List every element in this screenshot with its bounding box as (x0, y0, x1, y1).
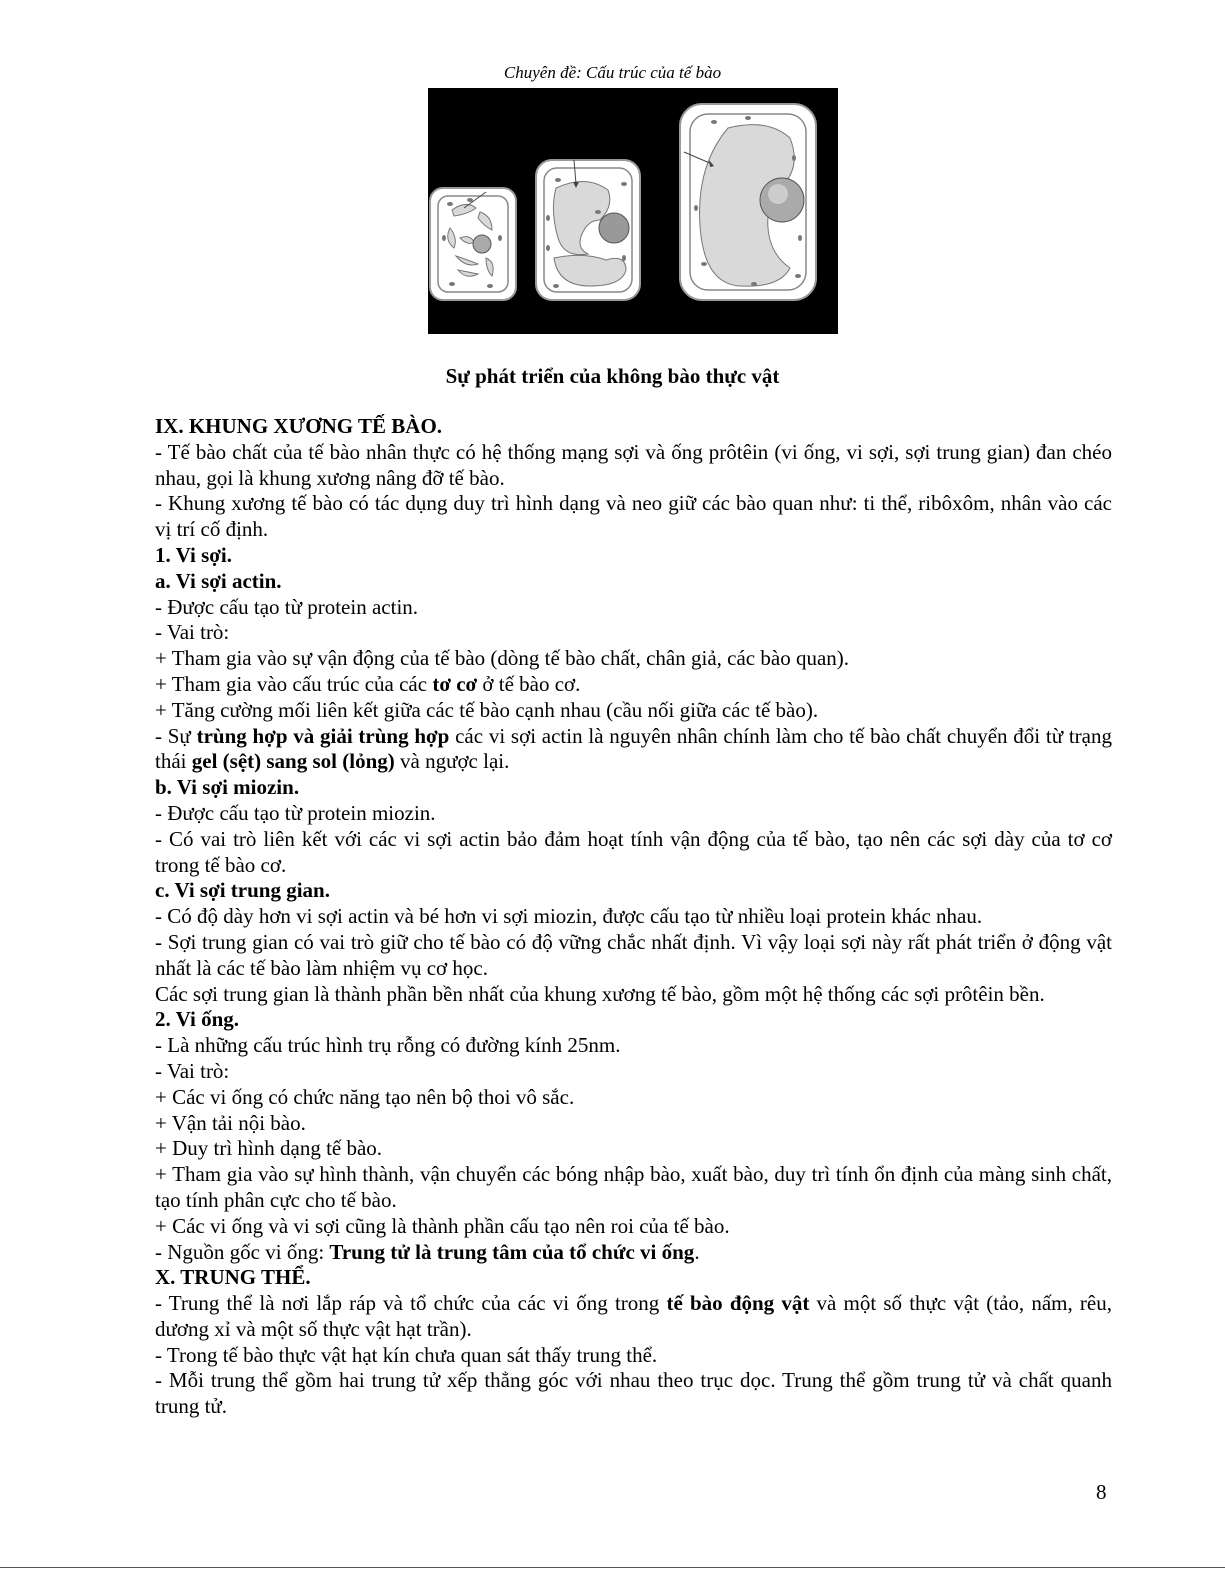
figure-caption: Sự phát triển của không bào thực vật (445, 364, 780, 388)
paragraph (155, 1343, 1112, 1369)
cell-small (430, 188, 516, 300)
text-run: - Nguồn gốc vi ống: (155, 1239, 330, 1264)
bold-text: gel (sệt) sang sol (lỏng) (191, 749, 395, 774)
paragraph (155, 440, 1112, 492)
paragraph (155, 1085, 1112, 1111)
text-run: và một số thực vật (tảo, nấm, rêu, dương xỉ và một số thực vật hạt trần). (155, 1291, 1112, 1341)
text-run: - Được cấu tạo từ protein actin. (155, 594, 419, 619)
text-run: - Khung xương tế bào có tác dụng duy trì hình dạng và neo giữ các bào quan như: ti thể, ribôxôm, nhân vào các vị trí cố định. (155, 491, 1112, 542)
bold-text: Trung tử là trung tâm của tổ chức vi ống (329, 1239, 695, 1264)
text-run: 2. Vi ống. (155, 1007, 240, 1032)
paragraph (155, 1240, 1112, 1266)
paragraph (155, 620, 1112, 646)
bold-text: tơ cơ (432, 671, 478, 696)
text-run: + Các vi ống và vi sợi cũng là thành phần cấu tạo nên roi của tế bào. (155, 1213, 730, 1238)
text-run: + Tham gia vào sự vận động của tế bào (dòng tế bào chất, chân giả, các bào quan). (155, 646, 850, 671)
section-heading (155, 1265, 1112, 1291)
text-run: - Sợi trung gian có vai trò giữ cho tế bào có độ vững chắc nhất định. Vì vậy loại sợi này rất phát triển ở động vật nhất là các tế bào làm nhiệm vụ cơ học. (155, 929, 1112, 980)
body-text (155, 414, 1112, 1420)
text-run: a. Vi sợi actin. (155, 568, 282, 593)
paragraph (155, 672, 1112, 698)
text-run: - Được cấu tạo từ protein miozin. (155, 800, 436, 825)
paragraph (155, 1136, 1112, 1162)
text-run: - Vai trò: (155, 620, 230, 645)
section-heading (155, 775, 1112, 801)
page-number: 8 (1096, 1480, 1107, 1504)
paragraph (155, 646, 1112, 672)
paragraph (155, 595, 1112, 621)
text-run: + Duy trì hình dạng tế bào. (155, 1136, 383, 1161)
paragraph (155, 827, 1112, 879)
text-run: b. Vi sợi miozin. (155, 775, 300, 800)
text-run: các vi sợi actin là nguyên nhân chính làm cho tế bào chất chuyển đổi từ trạng thái (155, 723, 1112, 774)
paragraph (155, 1059, 1112, 1085)
paragraph (155, 1162, 1112, 1214)
text-run: 1. Vi sợi. (155, 542, 232, 567)
cell-large (680, 104, 816, 300)
paragraph (155, 1214, 1112, 1240)
paragraph (155, 724, 1112, 776)
section-heading (155, 569, 1112, 595)
text-run: - Trong tế bào thực vật hạt kín chưa quan sát thấy trung thể. (155, 1342, 658, 1367)
section-heading (155, 414, 1112, 440)
text-run: ở tế bào cơ. (477, 671, 581, 696)
text-run: + Tăng cường mối liên kết giữa các tế bào cạnh nhau (cầu nối giữa các tế bào). (155, 697, 819, 722)
page-bottom-rule (0, 1567, 1225, 1568)
text-run: - Sự (155, 723, 197, 748)
text-run: và ngược lại. (394, 749, 510, 774)
section-heading (155, 543, 1112, 569)
text-run: + Các vi ống có chức năng tạo nên bộ thoi vô sắc. (155, 1084, 575, 1109)
text-run: c. Vi sợi trung gian. (155, 878, 330, 903)
text-run: + Vận tải nội bào. (155, 1110, 306, 1135)
paragraph (155, 698, 1112, 724)
text-run: - Tế bào chất của tế bào nhân thực có hệ thống mạng sợi và ống prôtêin (vi ống, vi sợi, sợi trung gian) đan chéo nhau, gọi là khung xương nâng đỡ tế bào. (155, 439, 1112, 490)
paragraph (155, 930, 1112, 982)
paragraph (155, 1291, 1112, 1343)
vacuole-development-diagram (428, 88, 838, 334)
cell-medium (536, 160, 640, 300)
plant-vacuole-figure (428, 88, 838, 334)
paragraph (155, 1033, 1112, 1059)
text-run: X. TRUNG THỂ. (155, 1265, 311, 1290)
bold-text: trùng hợp và giải trùng hợp (196, 723, 450, 748)
text-run: - Vai trò: (155, 1058, 230, 1083)
text-run: - Có vai trò liên kết với các vi sợi actin bảo đảm hoạt tính vận động của tế bào, tạo nên các sợi dày của tơ cơ trong tế bào cơ. (155, 826, 1112, 877)
text-run: - Mỗi trung thể gồm hai trung tử xếp thẳng góc với nhau theo trục dọc. Trung thể gồm trung tử và chất quanh trung tử. (155, 1368, 1112, 1419)
text-run: . (694, 1239, 700, 1264)
paragraph (155, 1111, 1112, 1137)
text-run: - Là những cấu trúc hình trụ rỗng có đường kính 25nm. (155, 1033, 621, 1058)
text-run: - Trung thể là nơi lắp ráp và tổ chức của các vi ống trong (155, 1291, 667, 1316)
section-heading (155, 878, 1112, 904)
paragraph (155, 982, 1112, 1008)
paragraph (155, 491, 1112, 543)
text-run: IX. KHUNG XƯƠNG TẾ BÀO. (155, 414, 443, 438)
text-run: + Tham gia vào sự hình thành, vận chuyển các bóng nhập bào, xuất bào, duy trì tính ổn định của màng sinh chất, tạo tính phân cực cho tế bào. (155, 1162, 1112, 1212)
paragraph (155, 801, 1112, 827)
section-heading (155, 1007, 1112, 1033)
text-run: Các sợi trung gian là thành phần bền nhất của khung xương tế bào, gồm một hệ thống các sợi prôtêin bền. (155, 981, 1045, 1006)
page-header: Chuyên đề: Cấu trúc của tế bào (503, 63, 722, 82)
text-run: + Tham gia vào cấu trúc của các (155, 671, 433, 696)
bold-text: tế bào động vật (666, 1291, 810, 1316)
text-run: - Có độ dày hơn vi sợi actin và bé hơn vi sợi miozin, được cấu tạo từ nhiều loại protein khác nhau. (155, 904, 983, 929)
paragraph (155, 1368, 1112, 1420)
paragraph (155, 904, 1112, 930)
